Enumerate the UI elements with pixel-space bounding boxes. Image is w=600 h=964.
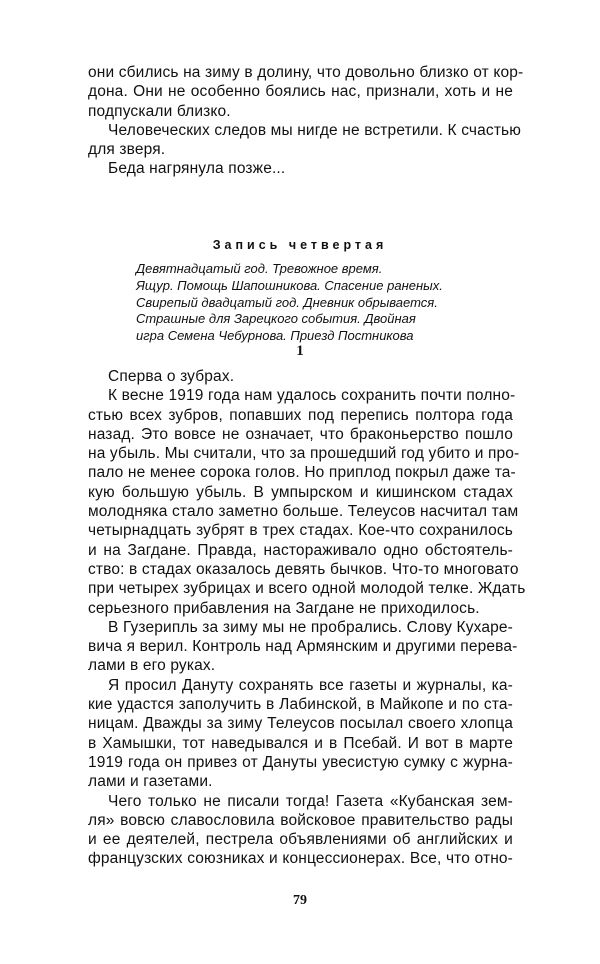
- text-line: Беда нагрянула позже...: [108, 160, 286, 178]
- text-line: 1919 года он привез от Дануты увесистую сумку с журна-: [88, 753, 513, 771]
- text-line: четырнадцать зубрят в трех стадах. Кое-что сохранилось: [88, 522, 513, 540]
- text-line: Чего только не писали тогда! Газета «Кубанская зем-: [108, 792, 513, 810]
- text-line: дона. Они не особенно боялись нас, признали, хоть и не: [88, 83, 513, 101]
- text-line: К весне 1919 года нам удалось сохранить почти полно-: [108, 387, 516, 405]
- text-line: в Хамышки, тот наведывался и в Псебай. И вот в марте: [88, 734, 513, 752]
- summary-line: Ящур. Помощь Шапошникова. Спасение раненых.: [136, 277, 443, 293]
- chapter-number: 1: [296, 343, 304, 359]
- text-line: вича я верил. Контроль над Армянским и другими перева-: [88, 638, 518, 656]
- text-line: они сбились на зиму в долину, что довольно близко от кор-: [88, 64, 524, 81]
- text-line: на убыль. Мы считали, что за прошедший год убито и про-: [88, 445, 520, 463]
- text-line: Человеческих следов мы нигде не встретили. К счастью: [108, 121, 522, 139]
- chapter-summary: [136, 261, 443, 345]
- body-text: [88, 367, 526, 869]
- opening-text: [88, 63, 524, 179]
- text-line: ство: в стадах оказалось девять бычков. Что-то многовато: [88, 560, 519, 578]
- text-line: ля» вовсю славословила войсковое правительство рады: [88, 811, 513, 829]
- section-heading: Запись четвертая: [212, 238, 388, 252]
- text-line: Сперва о зубрах.: [108, 368, 235, 385]
- text-line: кую большую убыль. В умпырском и кишинском стадах: [88, 483, 513, 501]
- text-line: стью всех зубров, попавших под перепись полтора года: [88, 406, 513, 424]
- text-line: лами и газетами.: [88, 773, 213, 791]
- text-line: и ее деятелей, пестрела объявлениями об английских и: [88, 831, 513, 849]
- text-line: Я просил Дануту сохранять все газеты и журналы, ка-: [108, 676, 513, 694]
- text-line: подпускали близко.: [88, 102, 231, 120]
- summary-line: игра Семена Чебурнова. Приезд Постникова: [136, 328, 414, 344]
- text-line: ницам. Дважды за зиму Телеусов посылал своего хлопца: [88, 715, 513, 733]
- text-line: назад. Это вовсе не означает, что браконьерство пошло: [88, 425, 513, 443]
- text-line: В Гузерипль за зиму мы не пробрались. Слову Кухаре-: [108, 618, 513, 636]
- text-line: пало не менее сорока голов. Но приплод покрыл даже та-: [88, 464, 516, 482]
- text-line: для зверя.: [88, 141, 166, 159]
- text-line: лами в его руках.: [88, 657, 216, 675]
- text-line: и на Загдане. Правда, настораживало одно обстоятель-: [88, 541, 513, 559]
- text-line: французских союзниках и концессионерах. Все, что отно-: [88, 850, 513, 868]
- page-number: 79: [293, 893, 307, 908]
- text-line: молодняка стало заметно больше. Телеусов насчитал там: [88, 503, 519, 521]
- text-line: серьезного прибавления на Загдане не приходилось.: [88, 599, 480, 617]
- summary-line: Страшные для Зарецкого события. Двойная: [136, 311, 416, 327]
- text-line: кие удастся заполучить в Лабинской, в Майкопе и по ста-: [88, 696, 513, 714]
- text-line: при четырех зубрицах и всего одной молодой телке. Ждать: [88, 580, 526, 598]
- summary-line: Свирепый двадцатый год. Дневник обрывается.: [136, 294, 438, 310]
- summary-line: Девятнадцатый год. Тревожное время.: [136, 261, 383, 276]
